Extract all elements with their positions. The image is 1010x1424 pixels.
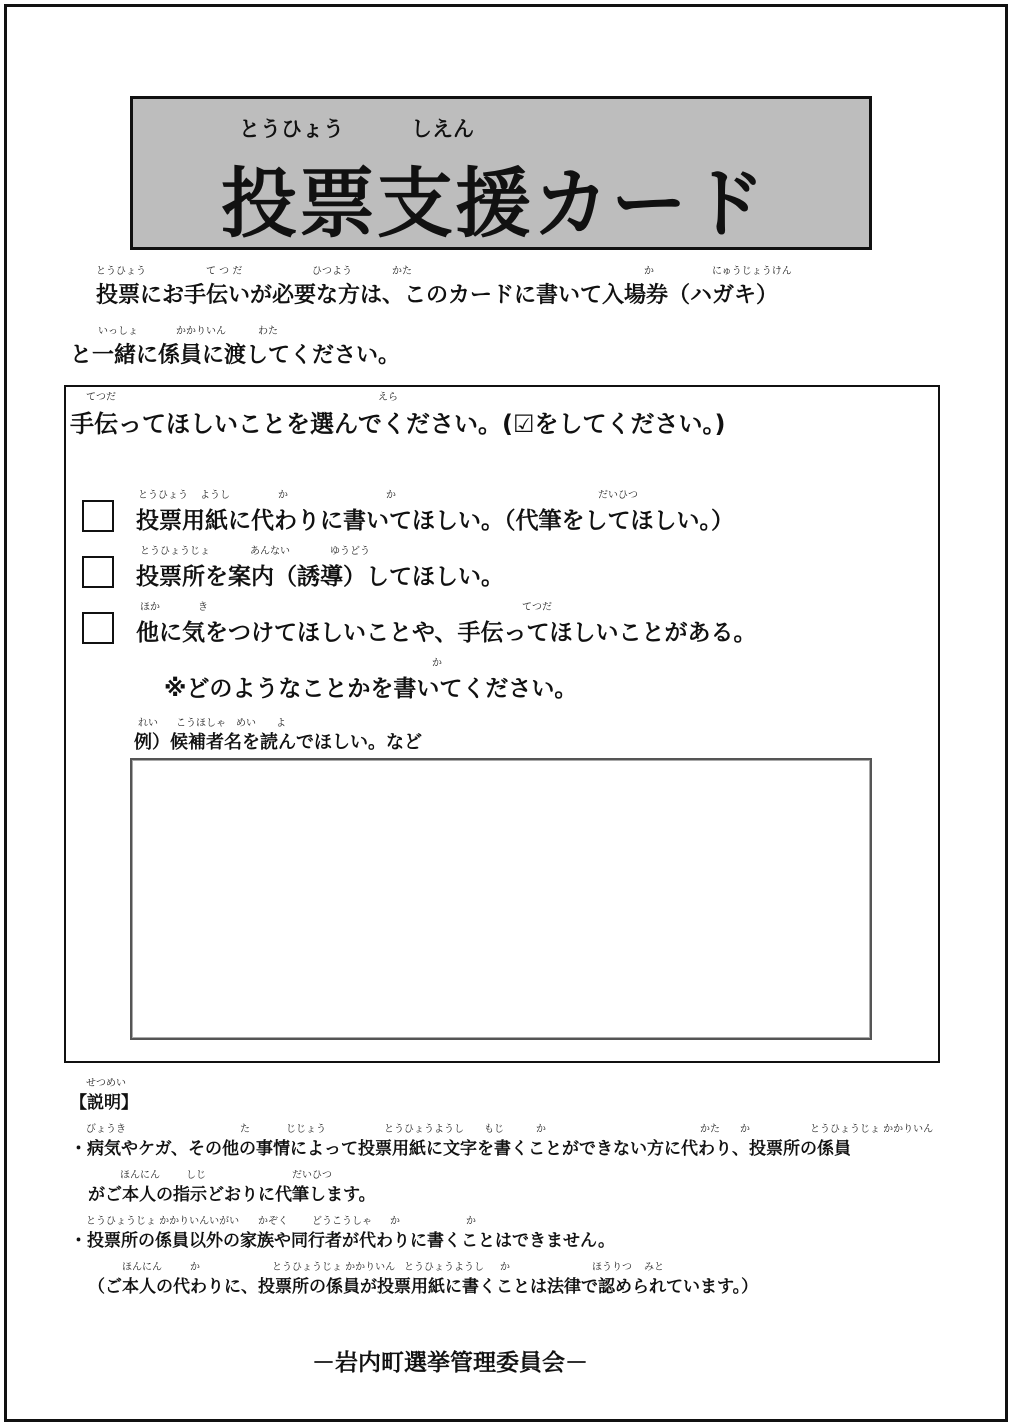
title-ruby-right: しえん <box>411 117 474 141</box>
explanation-bullet-2-line-1: ・投票所の係員以外の家族や同行者が代わりに書くことはできません。 <box>70 1231 616 1251</box>
option-1-ruby: か <box>386 490 396 501</box>
option-1-label[interactable]: 投票用紙に代わりに書いてほしい。（代筆をしてほしい。） <box>136 508 734 534</box>
option-1-ruby: か <box>278 490 288 501</box>
explanation-heading: 【説明】 <box>70 1093 138 1113</box>
explanation-ruby: じじょう <box>286 1124 326 1135</box>
option-3-ruby: てつだ <box>522 602 552 613</box>
explanation-ruby: とうひょうじょ かかりいん <box>810 1124 934 1135</box>
explanation-heading-ruby: せつめい <box>86 1078 126 1089</box>
panel-heading-ruby: てつだ <box>86 392 116 403</box>
option-3-label[interactable]: 他に気をつけてほしいことや、手伝ってほしいことがある。 <box>136 620 757 646</box>
intro-line-2: と一緒に係員に渡してください。 <box>70 343 401 368</box>
example-text: 例）候補者名を読んでほしい。など <box>134 732 422 753</box>
intro-ruby: いっしょ <box>98 326 138 337</box>
panel-heading-ruby: えら <box>378 392 398 403</box>
page-title: 投票支援カード <box>221 159 767 248</box>
explanation-ruby: みと <box>644 1262 664 1273</box>
issuer-footer: －岩内町選挙管理委員会－ <box>312 1350 588 1376</box>
instruction-text: ※どのようなことかを書いてください。 <box>164 676 578 702</box>
intro-ruby: て つ だ <box>206 266 243 277</box>
explanation-ruby: か <box>466 1216 476 1227</box>
explanation-ruby: かぞく <box>258 1216 288 1227</box>
explanation-ruby: か <box>740 1124 750 1135</box>
intro-ruby: にゅうじょうけん <box>712 266 792 277</box>
intro-ruby: ひつよう <box>312 266 352 277</box>
explanation-bullet-2-line-2: （ご本人の代わりに、投票所の係員が投票用紙に書くことは法律で認められています。） <box>88 1277 759 1297</box>
explanation-ruby: だいひつ <box>292 1170 332 1181</box>
explanation-ruby: か <box>536 1124 546 1135</box>
explanation-ruby: とうひょうじょ かかりいんいがい <box>86 1216 240 1227</box>
option-1-checkbox[interactable] <box>82 500 114 532</box>
instruction-ruby: か <box>432 658 442 669</box>
explanation-bullet-1-line-1: ・病気やケガ、その他の事情によって投票用紙に文字を書くことができない方に代わり、投票所の係員 <box>70 1139 851 1159</box>
option-3-ruby: き <box>198 602 208 613</box>
example-ruby: よ <box>276 718 286 729</box>
option-2-ruby: あんない <box>250 546 290 557</box>
option-2-checkbox[interactable] <box>82 556 114 588</box>
intro-ruby: かた <box>392 266 412 277</box>
option-2-ruby: とうひょうじょ <box>140 546 210 557</box>
explanation-ruby: ほんにん <box>120 1170 160 1181</box>
explanation-ruby: とうひょうじょ かかりいん <box>272 1262 396 1273</box>
option-1-ruby: だいひつ <box>598 490 638 501</box>
option-3-ruby: ほか <box>140 602 160 613</box>
explanation-ruby: ほんにん <box>122 1262 162 1273</box>
explanation-ruby: もじ <box>484 1124 504 1135</box>
title-ruby-left: とうひょう <box>239 117 344 141</box>
explanation-ruby: か <box>190 1262 200 1273</box>
explanation-ruby: かた <box>700 1124 720 1135</box>
intro-ruby: とうひょう <box>96 266 146 277</box>
option-2-label[interactable]: 投票所を案内（誘導）してほしい。 <box>136 564 504 590</box>
intro-ruby: わた <box>258 326 278 337</box>
explanation-bullet-1-line-2: がご本人の指示どおりに代筆します。 <box>88 1185 376 1205</box>
explanation-ruby: びょうき <box>86 1124 126 1135</box>
option-1-ruby: とうひょう <box>138 490 188 501</box>
explanation-ruby: とうひょうようし <box>404 1262 484 1273</box>
explanation-ruby: か <box>390 1216 400 1227</box>
example-ruby: こうほしゃ <box>176 718 226 729</box>
title-banner <box>130 96 872 250</box>
option-1-ruby: ようし <box>200 490 230 501</box>
option-2-ruby: ゆうどう <box>330 546 370 557</box>
explanation-ruby: しじ <box>186 1170 206 1181</box>
explanation-ruby: とうひょうようし <box>384 1124 464 1135</box>
intro-ruby: かかりいん <box>176 326 226 337</box>
explanation-ruby: た <box>240 1124 250 1135</box>
example-ruby: れい <box>138 718 158 729</box>
example-ruby: めい <box>236 718 256 729</box>
explanation-ruby: どうこうしゃ <box>312 1216 372 1227</box>
free-text-box[interactable] <box>130 758 872 1040</box>
explanation-ruby: か <box>500 1262 510 1273</box>
intro-ruby: か <box>644 266 654 277</box>
panel-heading: 手伝ってほしいことを選んでください。(☑をしてください。) <box>70 410 726 438</box>
intro-line-1: 投票にお手伝いが必要な方は、このカードに書いて入場券（ハガキ） <box>96 283 779 308</box>
explanation-ruby: ほうりつ <box>592 1262 632 1273</box>
option-3-checkbox[interactable] <box>82 612 114 644</box>
